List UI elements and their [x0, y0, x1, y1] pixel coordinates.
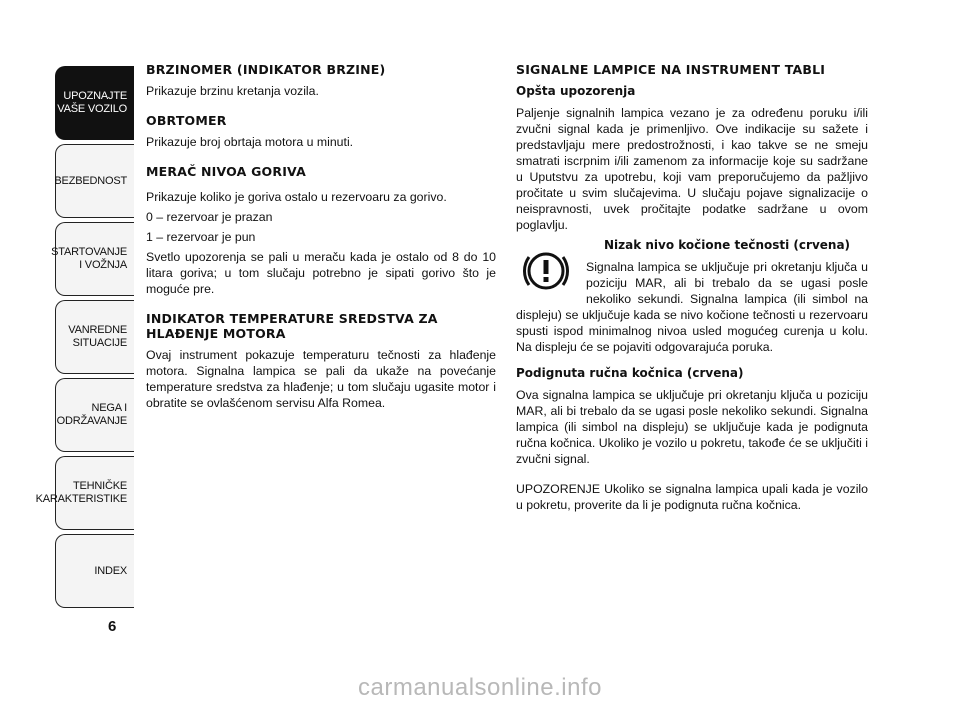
- tab-bezbednost[interactable]: BEZBEDNOST: [55, 144, 134, 218]
- tab-tehnicke[interactable]: TEHNIČKE KARAKTERISTIKE: [55, 456, 134, 530]
- tab-nega[interactable]: NEGA I ODRŽAVANJE: [55, 378, 134, 452]
- tab-startovanje[interactable]: STARTOVANJE I VOŽNJA: [55, 222, 134, 296]
- heading-warning-lights: SIGNALNE LAMPICE NA INSTRUMENT TABLI: [516, 62, 826, 77]
- brake-warning-icon: [520, 245, 572, 297]
- text-coolant-temp: Ovaj instrument pokazuje temperaturu tečnosti za hlađenje motora. Signalna lampica se pali da ukaže na povećanje temperature sredstva za hlađenje; u tom slučaju ugasite motor i obratite se ovlašćenom servisu Alfa Romea.: [146, 348, 496, 410]
- subheading-brake-fluid: Nizak nivo kočione tečnosti (crvena): [603, 238, 851, 252]
- left-column: [146, 62, 496, 415]
- page-number: 6: [108, 618, 117, 635]
- heading-coolant-temp: INDIKATOR TEMPERATURE SREDSTVA ZA HLAĐENJE MOTORA: [146, 311, 438, 341]
- right-column: [516, 62, 868, 517]
- text-fuel-gauge: Prikazuje koliko je goriva ostalo u rezervoaru za gorivo.: [146, 190, 447, 204]
- text-speedometer: Prikazuje brzinu kretanja vozila.: [146, 84, 319, 98]
- heading-speedometer: BRZINOMER (INDIKATOR BRZINE): [146, 62, 386, 77]
- brake-fluid-section: [516, 237, 868, 355]
- text-brake-fluid: Signalna lampica se uključuje pri okretanju ključa u poziciju MAR, ali bi trebalo da se ugasi posle nekoliko sekundi. Signalna lampica (ili simbol na displeju) se uključuje kada se nivo kočione tečnosti u rezervoaru spusti ispod minimalnog nivoa usled mogućeg curenja u kolu. Na displeju će se pojaviti odgovarajuća poruka.: [516, 260, 868, 354]
- tab-vanredne[interactable]: VANREDNE SITUACIJE: [55, 300, 134, 374]
- tab-upoznajte[interactable]: UPOZNAJTE VAŠE VOZILO: [55, 66, 134, 140]
- subheading-general-warnings: Opšta upozorenja: [516, 84, 636, 98]
- tab-index[interactable]: INDEX: [55, 534, 134, 608]
- text-general-warnings: Paljenje signalnih lampica vezano je za određenu poruku i/ili zvučni signal kada je primenljivo. Ove indikacije su sažete i predstavljaju mere predostrožnosti, i kao takve se ne smeju smatrati iscrpnim i/ili zamenom za informacije koje su sadržane u Uputstvu za upotrebu, koji vam preporučujemo da pažljivo pročitate u svim slučajevima. U slučaju pojave signalizacije o neispravnosti, uvek pročitajte podatke sadržane u ovom poglavlju.: [516, 106, 868, 232]
- heading-tachometer: OBRTOMER: [146, 113, 227, 128]
- subheading-handbrake: Podignuta ručna kočnica (crvena): [516, 366, 744, 380]
- text-fuel-empty: 0 – rezervoar je prazan: [146, 210, 273, 224]
- text-fuel-full: 1 – rezervoar je pun: [146, 230, 256, 244]
- text-tachometer: Prikazuje broj obrtaja motora u minuti.: [146, 135, 354, 149]
- text-fuel-warning: Svetlo upozorenja se pali u meraču kada je ostalo od 8 do 10 litara goriva; u tom slučaju potrebno je sipati gorivo što je moguće pre.: [146, 250, 496, 296]
- watermark: carmanualsonline.info: [358, 674, 602, 701]
- text-handbrake-warning: UPOZORENJE Ukoliko se signalna lampica upali kada je vozilo u pokretu, proverite da li je podignuta ručna kočnica.: [516, 482, 868, 512]
- heading-fuel-gauge: MERAČ NIVOA GORIVA: [146, 164, 306, 179]
- text-handbrake: Ova signalna lampica se uključuje pri okretanju ključa u poziciju MAR, ali bi trebalo da se ugasi posle nekoliko sekundi. Signalna lampica (ili simbol na displeju) se uključuje kada je podignuta ručna kočnica. Ukoliko je vozilo u pokretu, takođe će se uključiti i zvučni signal.: [516, 388, 868, 466]
